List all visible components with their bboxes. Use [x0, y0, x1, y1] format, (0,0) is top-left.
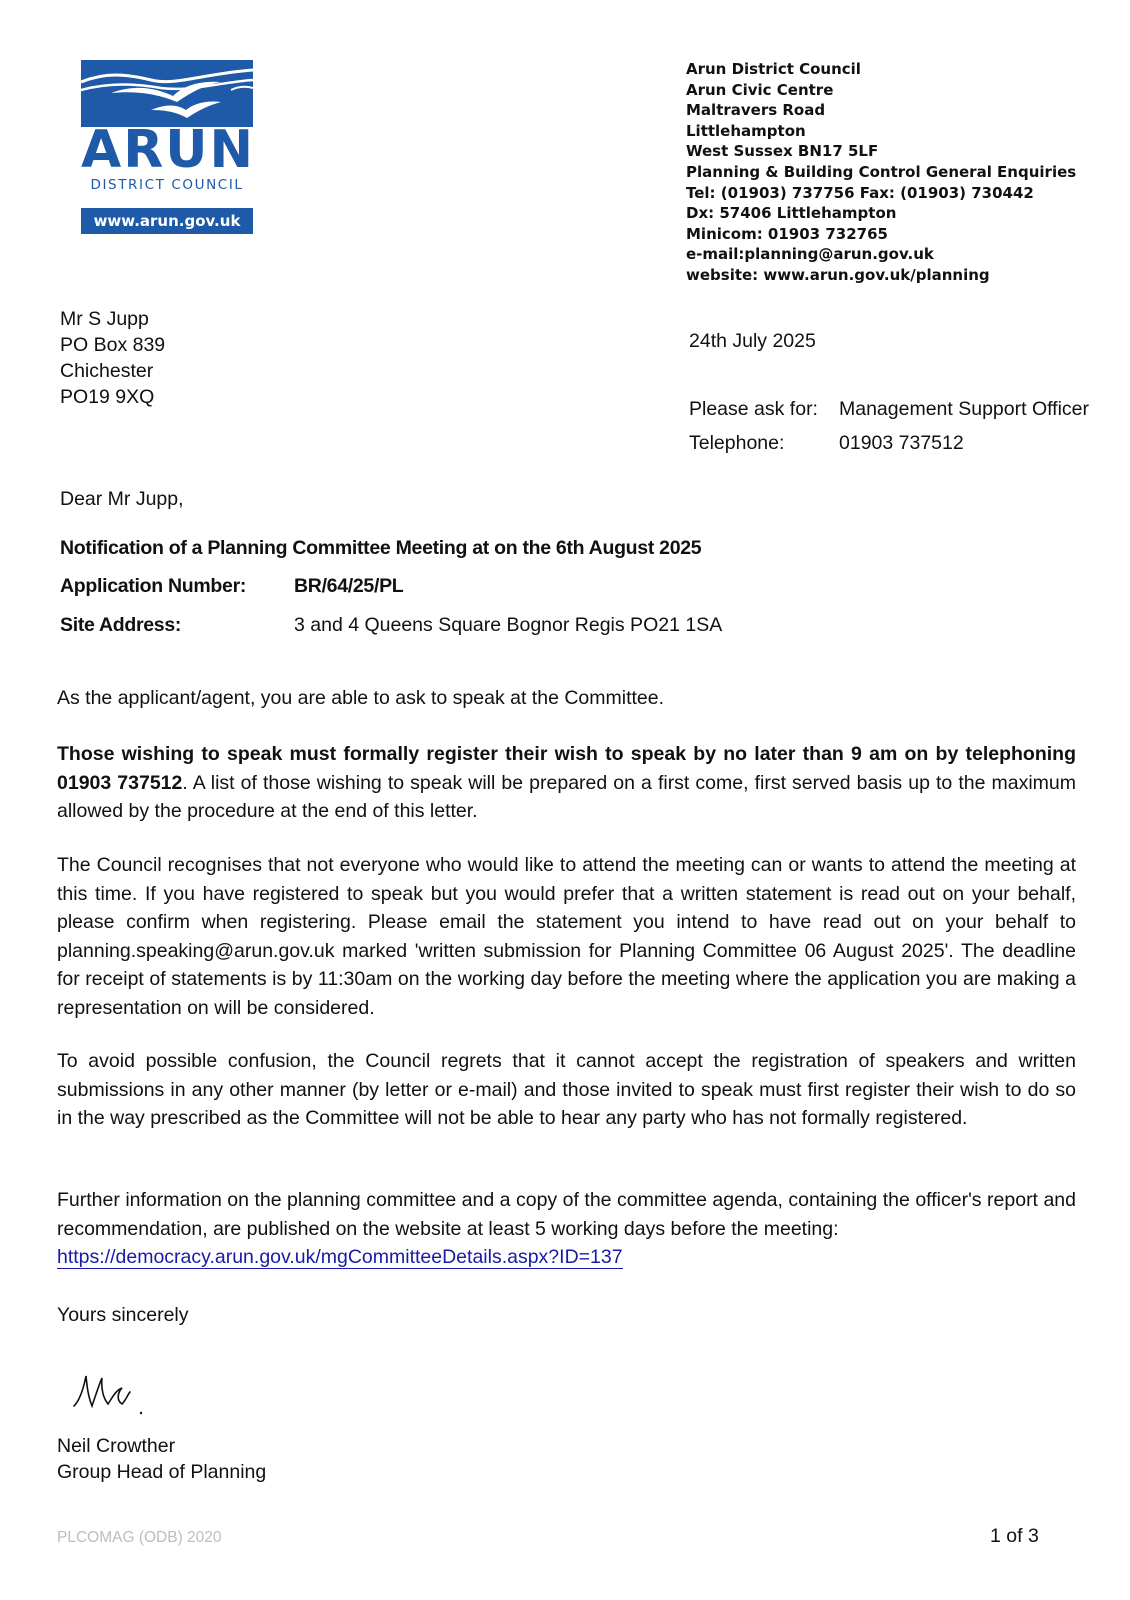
closing: Yours sincerely — [57, 1304, 189, 1326]
council-website[interactable]: website: www.arun.gov.uk/planning — [686, 265, 990, 284]
contact-block — [689, 392, 1089, 460]
council-email[interactable]: e-mail:planning@arun.gov.uk — [686, 245, 934, 264]
signer-title: Group Head of Planning — [57, 1461, 267, 1483]
paragraph-register — [57, 740, 1076, 826]
site-address-value: 3 and 4 Queens Square Bognor Regis PO21 1SA — [294, 614, 723, 636]
council-address-line: Tel: (01903) 737756 Fax: (01903) 730442 — [686, 183, 1034, 202]
paragraph-written-statement: The Council recognises that not everyone who would like to attend the meeting can or wants to attend the meeting at this time. If you have registered to speak but you would prefer that a written statement is read out on your behalf, please confirm when registering. Please email the statement you intend to have read out on your behalf to planning.speaking@arun.gov.uk marked 'written submission for Planning Committee 06 August 2025'. The deadline for receipt of statements is by 11:30am on the working day before the meeting where the application you are making a representation on will be considered. — [57, 854, 1076, 1019]
council-logo — [81, 60, 256, 234]
committee-details-link[interactable]: https://democracy.arun.gov.uk/mgCommitteeDetails.aspx?ID=137 — [57, 1246, 623, 1268]
recipient-line: Mr S Jupp — [60, 308, 149, 330]
signer-name: Neil Crowther — [57, 1435, 176, 1457]
letter-date: 24th July 2025 — [689, 330, 816, 352]
recipient-line: Chichester — [60, 360, 154, 382]
ask-for-label: Please ask for: — [689, 398, 818, 420]
logo-subtitle: DISTRICT COUNCIL — [90, 177, 244, 193]
register-instruction: Those wishing to speak must formally register their wish to speak by no later than 9 am on by telephoning 01903 737512 — [57, 743, 1076, 794]
application-number-value: BR/64/25/PL — [294, 575, 404, 597]
recipient-address — [60, 306, 165, 410]
further-info-text: Further information on the planning committee and a copy of the committee agenda, containing the officer's report and recommendation, are published on the website at least 5 working days before the meeting: — [57, 1189, 1076, 1240]
greeting: Dear Mr Jupp, — [60, 488, 184, 510]
council-address-line: Minicom: 01903 732765 — [686, 224, 888, 243]
site-address-label: Site Address: — [60, 614, 182, 636]
telephone-label: Telephone: — [689, 432, 785, 454]
council-address-line: Dx: 57406 Littlehampton — [686, 204, 897, 223]
council-address-line: West Sussex BN17 5LF — [686, 142, 879, 161]
recipient-line: PO Box 839 — [60, 334, 166, 356]
council-address-block — [686, 59, 1076, 286]
telephone-value: 01903 737512 — [839, 432, 964, 454]
signature-image — [70, 1372, 150, 1417]
council-address-line: Planning & Building Control General Enquiries — [686, 162, 1077, 181]
paragraph-speak: As the applicant/agent, you are able to ask to speak at the Committee. — [57, 687, 665, 709]
letter-subject: Notification of a Planning Committee Meeting at on the 6th August 2025 — [60, 537, 702, 559]
logo-url[interactable]: www.arun.gov.uk — [81, 208, 253, 234]
site-address-row — [60, 614, 722, 637]
council-address-line: Arun District Council — [686, 60, 861, 78]
application-number-row — [60, 575, 403, 598]
application-number-label: Application Number: — [60, 575, 247, 597]
ask-for-value: Management Support Officer — [839, 398, 1090, 420]
signer-block — [57, 1433, 266, 1485]
page-number: 1 of 3 — [990, 1525, 1039, 1547]
paragraph-confusion: To avoid possible confusion, the Council regrets that it cannot accept the registration of speakers and written submissions in any other manner (by letter or e-mail) and those invited to speak must first register their wish to do so in the way prescribed as the Committee will not be able to hear any party who has not formally registered. — [57, 1050, 1076, 1129]
paragraph-further-info — [57, 1186, 1076, 1272]
logo-birds-icon — [81, 60, 253, 127]
recipient-line: PO19 9XQ — [60, 386, 155, 408]
footer-document-code: PLCOMAG (ODB) 2020 — [57, 1529, 222, 1546]
logo-name: ARUN — [81, 120, 256, 180]
council-address-line: Arun Civic Centre — [686, 80, 834, 99]
council-address-line: Maltravers Road — [686, 101, 826, 120]
council-address-line: Littlehampton — [686, 121, 806, 140]
register-details: . A list of those wishing to speak will be prepared on a first come, first served basis up to the maximum allowed by the procedure at the end of this letter. — [57, 771, 1076, 822]
